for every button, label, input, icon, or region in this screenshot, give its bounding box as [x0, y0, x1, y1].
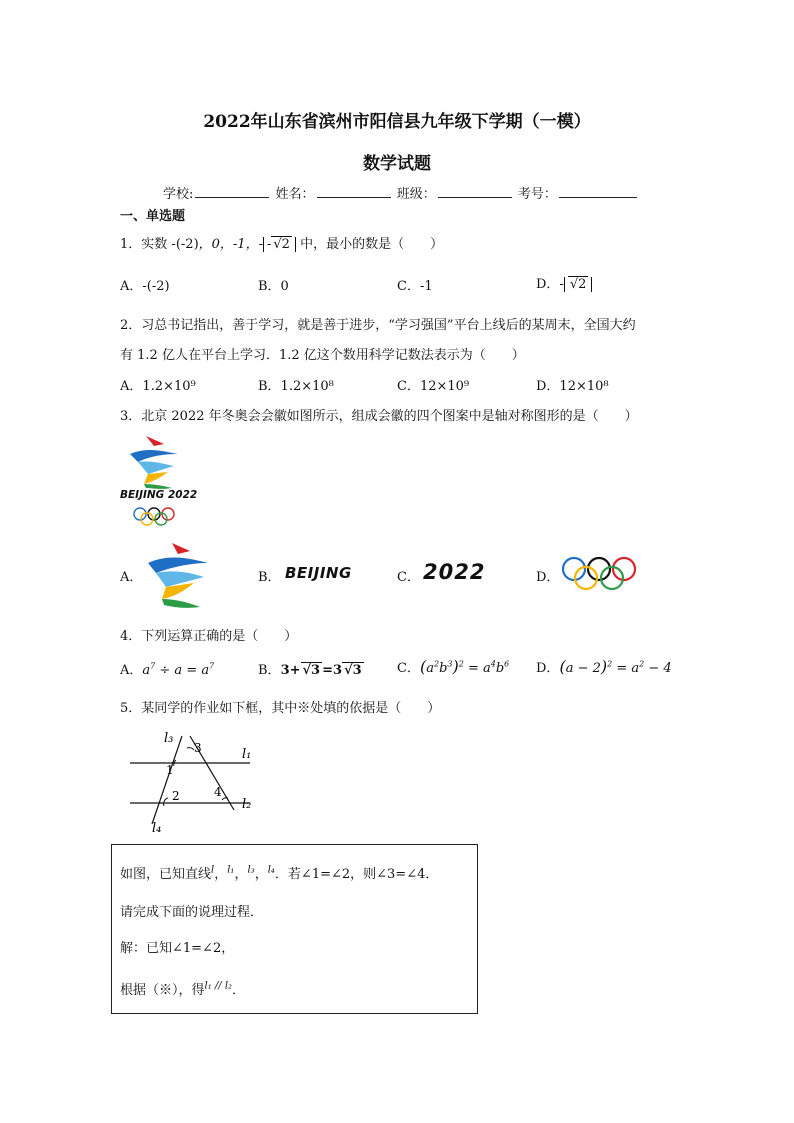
svg-text:l₄: l₄: [152, 821, 162, 836]
emblem-mark-icon: [142, 541, 212, 613]
school-label: 学校:: [163, 187, 194, 202]
q3-option-c-label[interactable]: C．: [397, 570, 420, 585]
school-blank[interactable]: [195, 185, 269, 198]
q4-option-b[interactable]: B．3+ √3 =3 √3: [258, 663, 362, 678]
winter-olympics-emblem: [118, 432, 200, 532]
svg-text:l₁: l₁: [242, 747, 252, 762]
svg-text:1: 1: [166, 763, 174, 777]
q3-option-c-image[interactable]: 2022: [423, 560, 486, 584]
q3-option-a-label[interactable]: A．: [120, 570, 143, 585]
name-label: 姓名：: [275, 187, 315, 202]
q2-option-d[interactable]: D．12×10⁸: [536, 379, 609, 394]
q3-option-d-label[interactable]: D．: [536, 570, 560, 585]
q3-option-b-image[interactable]: BEIJING: [285, 564, 352, 582]
box-line-4: 根据（※），得$^{l_1 // l_2}$．: [120, 980, 246, 998]
id-label: 考号：: [517, 187, 557, 202]
box-line-3: 解：已知∠1=∠2，: [120, 941, 235, 956]
section-heading: 一、单选题: [120, 209, 186, 224]
q3-stem: 3．北京 2022 年冬奥会会徽如图所示，组成会徽的四个图案中是轴对称图形的是（ ）: [120, 409, 638, 424]
q2-option-a[interactable]: A．1.2×10⁹: [120, 379, 196, 394]
olympic-rings-icon: [560, 553, 640, 593]
q3-option-b-label[interactable]: B．: [258, 570, 281, 585]
svg-text:l₂: l₂: [242, 797, 252, 812]
page-subtitle: 数学试题: [363, 154, 431, 174]
box-line-1: 如图，已知直线$^l$，$^{l_1}$，$^{l_3}$，$^{l_4}$．若∠1=∠2，则∠3=∠4．: [120, 864, 439, 882]
svg-text:2: 2: [172, 789, 180, 803]
parallel-lines-figure: [124, 726, 264, 842]
name-blank[interactable]: [317, 185, 391, 198]
class-label: 班级：: [396, 187, 436, 202]
box-line-2: 请完成下面的说理过程．: [120, 905, 264, 920]
emblem-graphic: [118, 432, 200, 528]
q3-option-d-image[interactable]: [560, 553, 640, 597]
page-title: 2022年山东省滨州市阳信县九年级下学期（一模）: [203, 112, 591, 132]
q2-option-c[interactable]: C．12×10⁹: [397, 379, 470, 394]
question-1: 1．实数 -(-2)，0，-1，- - √2 中，最小的数是（ ）: [120, 237, 444, 252]
q1-option-c[interactable]: C．-1: [397, 279, 433, 294]
q1-option-a[interactable]: A．-(-2): [120, 279, 170, 294]
geometry-diagram: [124, 726, 264, 838]
q4-option-d[interactable]: D．$(a - 2)^2 = a^2 - 4$: [536, 657, 672, 676]
info-fields: [163, 183, 639, 202]
homework-box: [111, 844, 478, 1014]
q1-option-d[interactable]: D．- √2: [536, 273, 592, 292]
svg-text:3: 3: [194, 741, 202, 755]
emblem-text: BEIJING 2022: [120, 489, 198, 501]
svg-text:l₃: l₃: [164, 731, 174, 746]
svg-text:4: 4: [214, 785, 222, 799]
q5-stem: 5．某同学的作业如下框，其中※处填的依据是（ ）: [120, 701, 441, 716]
q3-option-a-image[interactable]: [142, 541, 212, 617]
q1-values: -(-2)，0，-1，- - √2: [171, 237, 296, 252]
q4-option-a[interactable]: A．$a^7 \div a = a^7$: [120, 661, 215, 678]
q4-stem: 4．下列运算正确的是（ ）: [120, 629, 298, 644]
q1-option-b[interactable]: B．0: [258, 279, 289, 294]
id-blank[interactable]: [559, 185, 637, 198]
q2-line2: 有 1.2 亿人在平台上学习．1.2 亿这个数用科学记数法表示为（ ）: [120, 348, 525, 363]
class-blank[interactable]: [438, 185, 512, 198]
q2-option-b[interactable]: B．1.2×10⁸: [258, 379, 334, 394]
q4-option-c[interactable]: C．$(a^2b^3)^2 = a^4b^6$: [397, 657, 510, 676]
q2-line1: 2．习总书记指出，善于学习，就是善于进步，“学习强国”平台上线后的某周末，全国大约: [120, 318, 636, 333]
